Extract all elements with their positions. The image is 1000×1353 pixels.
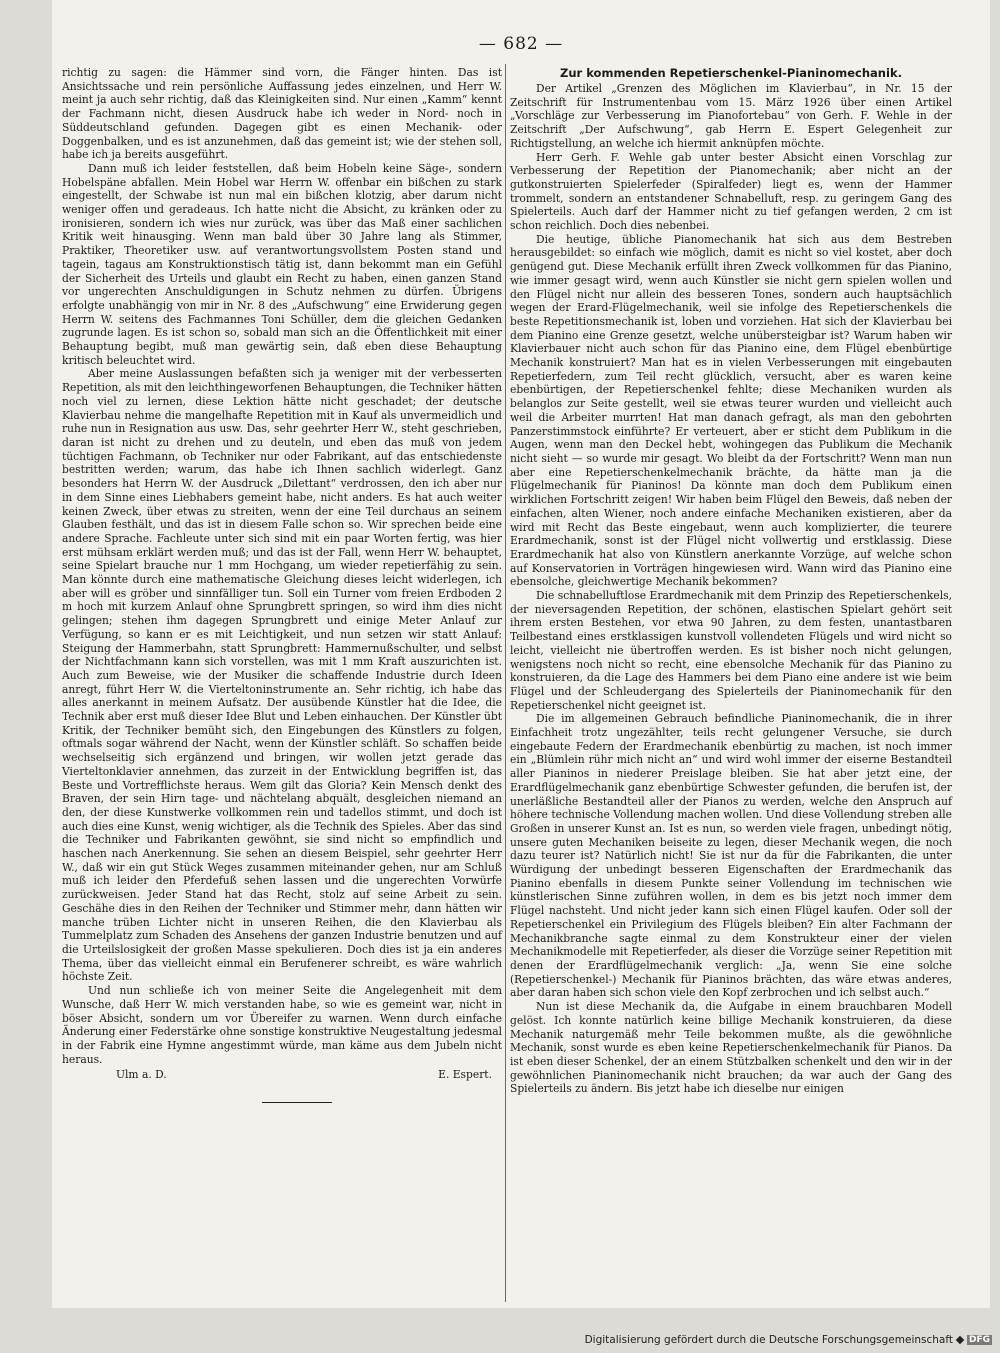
column-divider (505, 64, 506, 1302)
signature-place: Ulm a. D. (116, 1068, 167, 1082)
right-paragraph-6: Nun ist diese Mechanik da, die Aufgabe in einem brauchbaren Modell gelöst. Ich konnte natürlich keine billige Mechanik konstruieren, da diese Mechanik naturgemäß mehr Teile bekommen mußte, als die gewöhnliche Mechanik, sonst wurde es eben keine Repetierschenkelmechanik für Pianos. Da ist eben dieser Schenkel, der an einem Stützbalken schenkelt und den wir in der gewöhnlichen Pianinomechanik nicht brauchen; da war auch der Gang des Spielerteils zu ändern. Bis jetzt habe ich dieselbe nur einigen (510, 1000, 952, 1096)
signature-name: E. Espert. (438, 1068, 492, 1082)
scanned-page (52, 0, 990, 1308)
right-paragraph-5: Die im allgemeinen Gebrauch befindliche Pianinomechanik, die in ihrer Einfachheit trotz ungezählter, teils recht gelungener Versuche, sie durch eingebaute Federn der Erardmechanik ebenbürtig zu machen, ist noch immer ein „Blümlein rühr mich nicht an“ und wird wohl immer der eiserne Bestandteil aller Pianinos in niederer Preislage bleiben. Sie hat aber jetzt eine, der Erardflügelmechanik ganz ebenbürtige Schwester gefunden, die berufen ist, der unerläßliche Bestandteil aller der Pianos zu werden, welche den Anspruch auf höhere technische Vollendung machen wollen. Und diese Vollendung streben alle Großen in unserer Kunst an. Ist es nun, so werden viele fragen, unbedingt nötig, unsere guten Mechaniken beiseite zu legen, dieser Mechanik wegen, die noch dazu teurer ist? Natürlich nicht! Sie ist nur da für die Fabrikanten, die unter Würdigung der unbedingt besseren Eigenschaften der Erardmechanik das Pianino ebenfalls in diesem Punkte seiner Vollendung im technischen wie künstlerischen Sinne zuführen wollen, in dem es bis jetzt noch immer dem Flügel nachsteht. Und nicht jeder kann sich einen Flügel kaufen. Oder soll der Repetierschenkel ein Privilegium des Flügels bleiben? Ein alter Fachmann der Mechanikbranche sagte einmal zu dem Konstrukteur einer der vielen Mechanikmodelle mit Repetierfeder, als dieser die Vorzüge seiner Repetition mit denen der Erardflügelmechanik verglich: „Ja, wenn Sie eine solche (Repetierschenkel-) Mechanik für Pianinos brächten, das wäre etwas anderes, aber daran haben sich schon viele den Kopf zerbrochen und ich selbst auch.“ (510, 712, 952, 1000)
page-number: — 682 — (478, 34, 564, 54)
footer (585, 1334, 992, 1346)
right-paragraph-2: Herr Gerh. F. Wehle gab unter bester Absicht einen Vorschlag zur Verbesserung der Repetition der Pianomechanik; aber nicht an der gutkonstruierten Spielerfeder (Spiralfeder) liegt es, wenn der Hammer trommelt, sondern an entstandener Schnabelluft, resp. zu geringem Gang des Spielerteils. Auch darf der Hammer nicht zu tief gefangen werden, 2 cm ist schon reichlich. Doch dies nebenbei. (510, 150, 952, 233)
left-paragraph-1: richtig zu sagen: die Hämmer sind vorn, die Fänger hinten. Das ist Ansichtssache und rein persönliche Auffassung jedes einzelnen, und Herr W. meint ja auch sehr richtig, daß das Kleinigkeiten sind. Nur einen „Kamm“ kennt der Fachmann nicht, diesen Ausdruck habe ich weder in Nord- noch in Süddeutschland gefunden. Dagegen gibt es einen Mechanik- oder Doggenbalken, und es ist anzunehmen, daß das gemeint ist; wie der stehen soll, habe ich ja bereits ausgeführt. (62, 66, 502, 162)
right-paragraph-3: Die heutige, übliche Pianomechanik hat sich aus dem Bestreben herausgebildet: so einfach wie möglich, damit es nicht so viel kostet, aber doch genügend gut. Diese Mechanik erfüllt ihren Zweck vollkommen für das Pianino, wie immer gesagt wird, wenn auch Künstler sie nicht gern spielen wollen und den Flügel nicht nur allein des besseren Tones, sondern auch hauptsächlich wegen der Erard-Flügelmechanik, weil sie infolge des Repetierschenkels die beste Repetitionsmechanik ist, loben und vorziehen. Hat sich der Klavierbau bei dem Pianino eine Grenze gesetzt, welche unübersteigbar ist? Warum haben wir Klavierbauer nicht auch schon für das Pianino eine, dem Flügel ebenbürtige Mechanik konstruiert? Man hat es in vielen Verbesserungen mit eingebauten Repetierfedern, zum Teil recht glücklich, versucht, aber es waren keine ebenbürtigen, der Repetierschenkel fehlte; diese Mechaniken wurden als belanglos zur Seite gestellt, weil sie etwas teurer wurden und vielleicht auch weil die Arbeiter murrten! Hat man danach gefragt, als man den gebohrten Panzerstimmstock einführte? Er verteuert, aber er sticht dem Publikum in die Augen, wenn man den Deckel hebt, wohingegen das Publikum die Mechanik nicht sieht — so wurde mir gesagt. Wo bleibt da der Fortschritt? Wenn man nun aber eine Repetierschenkelmechanik brächte, da hätte man ja die Flügelmechanik für Pianinos! Da könnte man doch dem Publikum einen wirklichen Fortschritt zeigen! Wir haben beim Flügel den Beweis, daß neben der einfachen, alten Wiener, noch andere einfache Mechaniken existieren, aber da wird mit Recht das Beste eingebaut, wenn auch komplizierter, die teurere Erardmechanik, sonst ist der Flügel nicht vollwertig und erstklassig. Diese Erardmechanik hat also von Künstlern anerkannte Vorzüge, auf welche schon auf Konservatorien in Vorträgen hingewiesen wird. Wann wird das Pianino eine ebensolche, gleichwertige Mechanik bekommen? (510, 232, 952, 589)
right-column (510, 66, 952, 1096)
footer-text: Digitalisierung gefördert durch die Deutsche Forschungsgemeinschaft (584, 1334, 953, 1346)
left-paragraph-3: Aber meine Auslassungen befaßten sich ja weniger mit der verbesserten Repetition, als mit den leichthingeworfenen Behauptungen, die Techniker hätten noch viel zu lernen, diese Lektion hätte nicht geschadet; der deutsche Klavierbau nehme die mangelhafte Repetition mit in Kauf als unvermeidlich und ruhe nun in Resignation aus usw. Das, sehr geehrter Herr W., steht geschrieben, daran ist nicht zu drehen und zu deuteln, und eben das muß von jedem tüchtigen Fachmann, ob Techniker nur oder Fabrikant, auf das entschiedenste bestritten werden; warum, das habe ich Ihnen sachlich widerlegt. Ganz besonders hat Herrn W. der Ausdruck „Dilettant“ verdrossen, den ich aber nur in dem Sinne eines Liebhabers gemeint habe, nicht anders. Es hat auch weiter keinen Zweck, über etwas zu streiten, wenn der eine Teil durchaus an seinem Glauben festhält, und das ist in diesem Falle schon so. Wir sprechen beide eine andere Sprache. Fachleute unter sich sind mit ein paar Worten fertig, was hier erst mühsam erklärt werden muß; und das ist der Fall, wenn Herr W. behauptet, seine Spielart brauche nur 1 mm Hochgang, um wieder repetierfähig zu sein. Man könnte durch eine mathematische Gleichung dieses leicht widerlegen, ich aber will es gröber und sinnfälliger tun. Soll ein Turner vom freien Erdboden 2 m hoch mit kurzem Anlauf ohne Sprungbrett springen, so wird ihm dies nicht gelingen; stehen ihm dagegen Sprungbrett und einige Meter Anlauf zur Verfügung, so kann er es mit Leichtigkeit, und nun setzen wir statt Anlauf: Steigung der Hammerbahn, statt Sprungbrett: Hammernußschulter, und selbst der Nichtfachmann kann sich vorstellen, was mit 1 mm Kraft auszurichten ist. Auch zum Beweise, wie der Musiker die schaffende Industrie durch Ideen anregt, führt Herr W. die Vierteltoninstrumente an. Sehr richtig, ich habe das alles anerkannt in meinem Aufsatz. Der ausübende Künstler hat die Idee, die Technik aber erst muß dieser Idee Blut und Leben einhauchen. Der Künstler übt Kritik, der Techniker bemüht sich, den Eingebungen des Künstlers zu folgen, oftmals sogar während der Nacht, wenn der Künstler schläft. So schaffen beide wechselseitig sich ergänzend und bringen, wir wollen jetzt gerade das Vierteltonklavier annehmen, das zurzeit in der Entwicklung begriffen ist, das Beste und Vortrefflichste heraus. Wem gilt das Gloria? Kein Mensch denkt des Braven, der sein Hirn tage- und nächtelang abquält, desgleichen niemand an den, der diese Kunstwerke vollkommen rein und tadellos stimmt, und doch ist auch dies eine Kunst, wenig wichtiger, als die Technik des Spieles. Aber das sind die Techniker und Fabrikanten gewöhnt, sie sind nicht so empfindlich und haschen nach Anerkennung. Sie sehen an diesem Beispiel, sehr geehrter Herr W., daß wir ein gut Stück Weges zusammen miteinander gehen, nur am Schluß muß ich leider den Pferdefuß sehen lassen und die ungerechten Vorwürfe zurückweisen. Jeder Stand hat das Recht, stolz auf seine Arbeit zu sein. Geschähe dies in den Reihen der Techniker und Stimmer mehr, dann hätten wir manche trüben Lichter nicht in unseren Reihen, die den Klavierbau als Tummelplatz zum Schaden des Ansehens der ganzen Industrie benutzen und auf die Urteilslosigkeit der großen Masse spekulieren. Doch dies ist ja ein anderes Thema, über das vielleicht einmal ein Berufenerer schreibt, es wäre wahrlich höchste Zeit. (62, 367, 502, 984)
article-title: Zur kommenden Repetierschenkel-Pianinomechanik. (560, 66, 902, 80)
right-paragraph-4: Die schnabelluftlose Erardmechanik mit dem Prinzip des Repetierschenkels, der nieversagenden Repetition, der schönen, elastischen Spielart gehört seit ihrem ersten Bestehen, vor etwa 90 Jahren, zu dem festen, unantastbaren Teilbestand eines erstklassigen kunstvoll vollendeten Flügels und wird nicht so leicht, vielleicht nie übertroffen werden. Es ist bisher noch nicht gelungen, wenigstens noch nicht so recht, eine ebensolche Mechanik für das Pianino zu konstruieren, da die Lage des Hammers bei dem Piano eine andere ist wie beim Flügel und der Schleudergang des Spielerteils der Pianinomechanik für den Repetierschenkel nicht geeignet ist. (510, 589, 952, 712)
left-paragraph-2: Dann muß ich leider feststellen, daß beim Hobeln keine Säge-, sondern Hobelspäne abfallen. Mein Hobel war Herrn W. offenbar ein bißchen zu stark eingestellt, der Schwabe ist nun mal ein bißchen klotzig, aber darum nicht weniger offen und geradeaus. Ich hatte nicht die Absicht, zu kränken oder zu ironisieren, sondern ich wies nur zurück, was über das Maß einer sachlichen Kritik weit hinausging. Wenn man bald über 30 Jahre lang als Stimmer, Praktiker, Theoretiker usw. auf verantwortungsvollstem Posten stand und tagein, tagaus am Konstruktionstisch tätig ist, dann bekommt man ein Gefühl der Sicherheit des Urteils und glaubt ein Recht zu haben, einen ganzen Stand vor ungerechten Anschuldigungen in Schutz nehmen zu dürfen. Übrigens erfolgte unabhängig von mir in Nr. 8 des „Aufschwung“ eine Erwiderung gegen Herrn W. seitens des Fachmannes Toni Schüller, dem die gleichen Gedanken zugrunde lagen. Es ist schon so, sobald man sich an die Öffentlichkeit mit einer Behauptung begibt, muß man gewärtig sein, daß eben diese Behauptung kritisch beleuchtet wird. (62, 161, 502, 367)
signature (62, 1068, 502, 1082)
diamond-separator-icon (956, 1336, 964, 1344)
left-column (62, 66, 502, 1103)
end-rule (262, 1102, 332, 1103)
left-paragraph-4: Und nun schließe ich von meiner Seite die Angelegenheit mit dem Wunsche, daß Herr W. mich verstanden habe, so wie es gemeint war, nicht in böser Absicht, sondern um vor Übereifer zu warnen. Wenn durch einfache Änderung einer Federstärke ohne sonstige konstruktive Neugestaltung jedesmal in der Fabrik eine Hymne angestimmt würde, man käme aus dem Jubeln nicht heraus. (62, 984, 502, 1066)
dfg-logo: DFG (968, 1335, 990, 1345)
right-paragraph-1: Der Artikel „Grenzen des Möglichen im Klavierbau“, in Nr. 15 der Zeitschrift für Instrumentenbau vom 15. März 1926 über einen Artikel „Vorschläge zur Verbesserung im Pianofortebau“ von Gerh. F. Wehle in der Zeitschrift „Der Aufschwung“, gab Herrn E. Espert Gelegenheit zur Richtigstellung, an welche ich hiermit anknüpfen möchte. (510, 82, 952, 150)
